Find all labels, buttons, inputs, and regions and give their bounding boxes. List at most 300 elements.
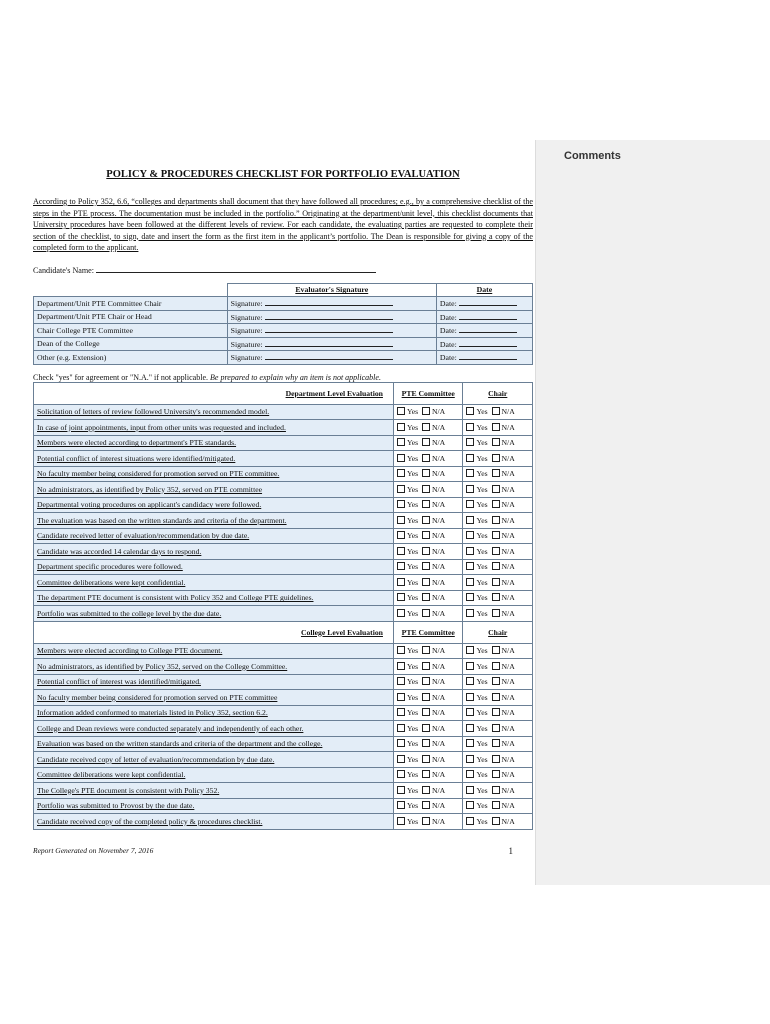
na-checkbox[interactable]	[422, 407, 430, 415]
criterion-text: In case of joint appointments, input from other units was requested and included.	[34, 420, 394, 436]
na-checkbox[interactable]	[492, 786, 500, 794]
na-checkbox[interactable]	[492, 646, 500, 654]
chair-checks	[463, 659, 533, 675]
na-checkbox[interactable]	[492, 469, 500, 477]
date-label: Date:	[439, 312, 457, 322]
committee-checks	[393, 643, 463, 659]
yes-checkbox[interactable]	[466, 708, 474, 716]
signature-line[interactable]	[265, 352, 393, 360]
na-checkbox[interactable]	[492, 423, 500, 431]
criterion-text: Committee deliberations were kept confidential.	[34, 575, 394, 591]
na-checkbox[interactable]	[422, 593, 430, 601]
yes-checkbox[interactable]	[466, 677, 474, 685]
na-label: N/A	[431, 801, 446, 811]
yes-checkbox[interactable]	[397, 786, 405, 794]
yes-checkbox[interactable]	[397, 724, 405, 732]
yes-label: Yes	[476, 500, 488, 510]
na-checkbox[interactable]	[422, 770, 430, 778]
signature-label: Signature:	[230, 299, 263, 309]
committee-checks	[393, 435, 463, 451]
na-checkbox[interactable]	[422, 755, 430, 763]
na-label: N/A	[431, 785, 446, 795]
na-checkbox[interactable]	[422, 801, 430, 809]
na-checkbox[interactable]	[492, 724, 500, 732]
yes-label: Yes	[406, 531, 419, 541]
na-checkbox[interactable]	[422, 562, 430, 570]
yes-checkbox[interactable]	[466, 593, 474, 601]
yes-checkbox[interactable]	[466, 454, 474, 462]
yes-label: Yes	[476, 515, 488, 525]
date-line[interactable]	[459, 352, 517, 360]
na-label: N/A	[431, 515, 446, 525]
yes-checkbox[interactable]	[397, 677, 405, 685]
signature-row	[34, 351, 533, 365]
na-label: N/A	[431, 661, 446, 671]
yes-checkbox[interactable]	[466, 562, 474, 570]
signature-label: Signature:	[230, 312, 263, 322]
yes-label: Yes	[476, 677, 488, 687]
yes-checkbox[interactable]	[397, 646, 405, 654]
yes-checkbox[interactable]	[397, 817, 405, 825]
yes-checkbox[interactable]	[397, 469, 405, 477]
na-checkbox[interactable]	[492, 708, 500, 716]
criterion-text: Candidate was accorded 14 calendar days to respond.	[34, 544, 394, 560]
yes-label: Yes	[476, 801, 488, 811]
signature-label: Signature:	[230, 353, 263, 363]
yes-label: Yes	[476, 546, 488, 556]
chair-checks	[463, 497, 533, 513]
yes-checkbox[interactable]	[466, 578, 474, 586]
criterion-text: Members were elected according to College PTE document.	[34, 643, 394, 659]
na-checkbox[interactable]	[492, 454, 500, 462]
na-checkbox[interactable]	[492, 516, 500, 524]
yes-label: Yes	[476, 469, 488, 479]
na-label: N/A	[501, 785, 515, 795]
comments-sidebar	[535, 140, 770, 885]
chair-checks	[463, 451, 533, 467]
criterion-text: No administrators, as identified by Policy 352, served on PTE committee	[34, 482, 394, 498]
na-label: N/A	[431, 677, 446, 687]
yes-checkbox[interactable]	[397, 407, 405, 415]
na-checkbox[interactable]	[422, 531, 430, 539]
table-row	[34, 559, 533, 575]
chair-checks	[463, 559, 533, 575]
na-label: N/A	[501, 661, 515, 671]
committee-checks	[393, 420, 463, 436]
table-row	[34, 482, 533, 498]
na-checkbox[interactable]	[492, 531, 500, 539]
na-label: N/A	[501, 593, 515, 603]
page-footer	[33, 846, 533, 855]
date-label: Date:	[439, 353, 457, 363]
yes-checkbox[interactable]	[466, 516, 474, 524]
na-checkbox[interactable]	[422, 578, 430, 586]
yes-label: Yes	[406, 816, 419, 826]
committee-checks	[393, 590, 463, 606]
na-checkbox[interactable]	[422, 724, 430, 732]
yes-checkbox[interactable]	[397, 531, 405, 539]
na-checkbox[interactable]	[492, 755, 500, 763]
signature-table	[33, 283, 533, 365]
na-label: N/A	[431, 484, 446, 494]
na-checkbox[interactable]	[492, 693, 500, 701]
na-label: N/A	[501, 469, 515, 479]
na-label: N/A	[431, 608, 446, 618]
criterion-text: Candidate received letter of evaluation/recommendation by due date.	[34, 528, 394, 544]
na-checkbox[interactable]	[492, 662, 500, 670]
yes-label: Yes	[406, 739, 419, 749]
signature-row	[34, 297, 533, 311]
yes-checkbox[interactable]	[397, 516, 405, 524]
page-title: POLICY & PROCEDURES CHECKLIST FOR PORTFOLIO EVALUATION	[106, 169, 460, 180]
na-checkbox[interactable]	[422, 662, 430, 670]
chair-checks	[463, 814, 533, 830]
committee-checks	[393, 690, 463, 706]
table-row	[34, 420, 533, 436]
yes-checkbox[interactable]	[466, 817, 474, 825]
date-line[interactable]	[459, 312, 517, 320]
criterion-text: No faculty member being considered for promotion served on PTE committee.	[34, 466, 394, 482]
yes-checkbox[interactable]	[397, 438, 405, 446]
yes-label: Yes	[476, 661, 488, 671]
committee-checks	[393, 513, 463, 529]
date-cell[interactable]	[436, 297, 532, 311]
table-row	[34, 798, 533, 814]
chair-checks	[463, 736, 533, 752]
yes-checkbox[interactable]	[397, 662, 405, 670]
na-label: N/A	[431, 546, 446, 556]
date-line[interactable]	[459, 325, 517, 333]
na-checkbox[interactable]	[492, 438, 500, 446]
yes-label: Yes	[406, 770, 419, 780]
date-cell[interactable]	[436, 351, 532, 365]
yes-checkbox[interactable]	[466, 609, 474, 617]
na-label: N/A	[501, 708, 515, 718]
yes-label: Yes	[406, 608, 419, 618]
signature-cell[interactable]	[227, 337, 436, 351]
date-cell[interactable]	[436, 310, 532, 324]
yes-checkbox[interactable]	[466, 646, 474, 654]
date-label: Date:	[439, 326, 457, 336]
date-cell[interactable]	[436, 324, 532, 338]
na-label: N/A	[431, 577, 446, 587]
na-label: N/A	[431, 422, 446, 432]
yes-label: Yes	[406, 754, 419, 764]
evaluator-role: Department/Unit PTE Committee Chair	[34, 297, 228, 311]
yes-checkbox[interactable]	[466, 662, 474, 670]
department-col-committee: PTE Committee	[393, 382, 463, 404]
yes-label: Yes	[406, 407, 419, 417]
department-heading: Department Level Evaluation	[34, 382, 394, 404]
na-checkbox[interactable]	[422, 786, 430, 794]
yes-label: Yes	[476, 593, 488, 603]
na-label: N/A	[501, 407, 515, 417]
yes-checkbox[interactable]	[397, 454, 405, 462]
na-label: N/A	[431, 407, 446, 417]
na-checkbox[interactable]	[422, 469, 430, 477]
criterion-text: Potential conflict of interest situations were identified/mitigated.	[34, 451, 394, 467]
yes-checkbox[interactable]	[397, 708, 405, 716]
document-page	[33, 160, 533, 830]
chair-checks	[463, 705, 533, 721]
na-checkbox[interactable]	[492, 817, 500, 825]
signature-cell[interactable]	[227, 351, 436, 365]
yes-checkbox[interactable]	[397, 423, 405, 431]
na-checkbox[interactable]	[492, 562, 500, 570]
na-label: N/A	[431, 816, 446, 826]
yes-label: Yes	[476, 754, 488, 764]
committee-checks	[393, 705, 463, 721]
table-row	[34, 674, 533, 690]
yes-label: Yes	[406, 438, 419, 448]
table-row	[34, 690, 533, 706]
chair-checks	[463, 752, 533, 768]
committee-checks	[393, 466, 463, 482]
yes-label: Yes	[476, 438, 488, 448]
committee-checks	[393, 544, 463, 560]
table-row	[34, 659, 533, 675]
criterion-text: The College's PTE document is consistent with Policy 352.	[34, 783, 394, 799]
criterion-text: Candidate received copy of the completed policy & procedures checklist.	[34, 814, 394, 830]
signature-row	[34, 337, 533, 351]
na-label: N/A	[501, 546, 515, 556]
date-cell[interactable]	[436, 337, 532, 351]
chair-checks	[463, 420, 533, 436]
yes-checkbox[interactable]	[466, 755, 474, 763]
na-checkbox[interactable]	[422, 500, 430, 508]
na-label: N/A	[431, 723, 446, 733]
yes-checkbox[interactable]	[466, 531, 474, 539]
table-row	[34, 435, 533, 451]
yes-label: Yes	[406, 500, 419, 510]
na-checkbox[interactable]	[492, 407, 500, 415]
na-checkbox[interactable]	[422, 609, 430, 617]
yes-label: Yes	[406, 453, 419, 463]
chair-checks	[463, 435, 533, 451]
chair-checks	[463, 798, 533, 814]
na-checkbox[interactable]	[492, 677, 500, 685]
yes-label: Yes	[406, 692, 419, 702]
table-row	[34, 814, 533, 830]
committee-checks	[393, 783, 463, 799]
yes-checkbox[interactable]	[466, 500, 474, 508]
yes-label: Yes	[406, 562, 419, 572]
signature-cell[interactable]	[227, 297, 436, 311]
yes-checkbox[interactable]	[397, 609, 405, 617]
signature-line[interactable]	[265, 325, 393, 333]
signature-row	[34, 310, 533, 324]
committee-checks	[393, 528, 463, 544]
yes-checkbox[interactable]	[466, 438, 474, 446]
signature-line[interactable]	[265, 312, 393, 320]
yes-label: Yes	[476, 577, 488, 587]
na-checkbox[interactable]	[492, 739, 500, 747]
na-checkbox[interactable]	[422, 739, 430, 747]
criterion-text: Information added conformed to materials listed in Policy 352, section 6.2.	[34, 705, 394, 721]
na-label: N/A	[431, 453, 446, 463]
na-checkbox[interactable]	[492, 578, 500, 586]
table-row	[34, 404, 533, 420]
candidate-name-line[interactable]	[96, 264, 376, 273]
yes-checkbox[interactable]	[466, 724, 474, 732]
na-label: N/A	[501, 562, 515, 572]
na-checkbox[interactable]	[422, 677, 430, 685]
candidate-name-field	[33, 264, 533, 275]
yes-label: Yes	[476, 422, 488, 432]
college-col-chair: Chair	[463, 621, 533, 643]
na-checkbox[interactable]	[492, 485, 500, 493]
college-heading: College Level Evaluation	[34, 621, 394, 643]
na-label: N/A	[501, 692, 515, 702]
na-label: N/A	[501, 438, 515, 448]
college-col-committee: PTE Committee	[393, 621, 463, 643]
yes-label: Yes	[406, 577, 419, 587]
yes-checkbox[interactable]	[397, 547, 405, 555]
na-label: N/A	[431, 469, 446, 479]
table-row	[34, 606, 533, 622]
sig-header-blank	[34, 283, 228, 297]
committee-checks	[393, 575, 463, 591]
committee-checks	[393, 451, 463, 467]
na-label: N/A	[501, 484, 515, 494]
na-checkbox[interactable]	[422, 454, 430, 462]
yes-label: Yes	[476, 770, 488, 780]
yes-checkbox[interactable]	[466, 786, 474, 794]
yes-checkbox[interactable]	[397, 500, 405, 508]
na-checkbox[interactable]	[422, 423, 430, 431]
yes-label: Yes	[406, 469, 419, 479]
yes-label: Yes	[476, 531, 488, 541]
table-row	[34, 767, 533, 783]
yes-label: Yes	[476, 723, 488, 733]
na-checkbox[interactable]	[492, 547, 500, 555]
na-label: N/A	[501, 646, 515, 656]
na-checkbox[interactable]	[492, 500, 500, 508]
yes-checkbox[interactable]	[466, 469, 474, 477]
chair-checks	[463, 721, 533, 737]
yes-label: Yes	[476, 646, 488, 656]
yes-label: Yes	[406, 723, 419, 733]
yes-label: Yes	[406, 646, 419, 656]
signature-line[interactable]	[265, 298, 393, 306]
yes-checkbox[interactable]	[397, 770, 405, 778]
committee-checks	[393, 482, 463, 498]
committee-checks	[393, 497, 463, 513]
na-label: N/A	[501, 608, 515, 618]
criterion-text: Members were elected according to department's PTE standards.	[34, 435, 394, 451]
na-label: N/A	[501, 723, 515, 733]
na-checkbox[interactable]	[492, 770, 500, 778]
na-checkbox[interactable]	[422, 547, 430, 555]
chair-checks	[463, 690, 533, 706]
criterion-text: The department PTE document is consistent with Policy 352 and College PTE guidelines.	[34, 590, 394, 606]
na-label: N/A	[501, 770, 515, 780]
na-checkbox[interactable]	[422, 646, 430, 654]
committee-checks	[393, 606, 463, 622]
na-checkbox[interactable]	[492, 593, 500, 601]
yes-checkbox[interactable]	[466, 770, 474, 778]
chair-checks	[463, 643, 533, 659]
na-checkbox[interactable]	[422, 817, 430, 825]
table-row	[34, 466, 533, 482]
yes-checkbox[interactable]	[466, 423, 474, 431]
date-label: Date:	[439, 299, 457, 309]
table-row	[34, 721, 533, 737]
signature-row	[34, 324, 533, 338]
yes-checkbox[interactable]	[397, 693, 405, 701]
table-row	[34, 705, 533, 721]
intro-paragraph: According to Policy 352, 6.6, “colleges and departments shall document that they have followed all procedures; e.g., by a comprehensive checklist of the steps in the PTE process. The documentation must be included in the portfolio.” Originating at the department/unit level, this checklist documents that University procedures have been followed at the different levels of review. For each candidate, the evaluating parties are requested to complete their section of the checklist, to sign, date and insert the form as the first item in the applicant’s portfolio. The Dean is responsible for giving a copy of the completed form to the applicant.	[33, 197, 533, 252]
yes-checkbox[interactable]	[466, 485, 474, 493]
yes-checkbox[interactable]	[397, 593, 405, 601]
table-row	[34, 513, 533, 529]
committee-checks	[393, 767, 463, 783]
yes-checkbox[interactable]	[397, 562, 405, 570]
criterion-text: Portfolio was submitted to Provost by the due date.	[34, 798, 394, 814]
criterion-text: Departmental voting procedures on applicant's candidacy were followed.	[34, 497, 394, 513]
na-label: N/A	[431, 770, 446, 780]
evaluator-role: Other (e.g. Extension)	[34, 351, 228, 365]
table-row	[34, 643, 533, 659]
yes-label: Yes	[406, 801, 419, 811]
criterion-text: No administrators, as identified by Policy 352, served on the College Committee.	[34, 659, 394, 675]
signature-cell[interactable]	[227, 324, 436, 338]
yes-checkbox[interactable]	[397, 739, 405, 747]
yes-label: Yes	[476, 484, 488, 494]
na-checkbox[interactable]	[492, 801, 500, 809]
signature-line[interactable]	[265, 339, 393, 347]
na-label: N/A	[501, 531, 515, 541]
criterion-text: Committee deliberations were kept confidential.	[34, 767, 394, 783]
chair-checks	[463, 404, 533, 420]
yes-checkbox[interactable]	[397, 755, 405, 763]
committee-checks	[393, 721, 463, 737]
na-checkbox[interactable]	[422, 708, 430, 716]
na-checkbox[interactable]	[422, 516, 430, 524]
date-line[interactable]	[459, 339, 517, 347]
signature-cell[interactable]	[227, 310, 436, 324]
yes-checkbox[interactable]	[466, 739, 474, 747]
yes-checkbox[interactable]	[466, 693, 474, 701]
committee-checks	[393, 798, 463, 814]
na-checkbox[interactable]	[422, 693, 430, 701]
na-label: N/A	[501, 801, 515, 811]
page-number: 1	[508, 846, 513, 856]
table-row	[34, 575, 533, 591]
chair-checks	[463, 606, 533, 622]
na-checkbox[interactable]	[422, 485, 430, 493]
yes-checkbox[interactable]	[397, 801, 405, 809]
criterion-text: No faculty member being considered for promotion served on PTE committee	[34, 690, 394, 706]
na-label: N/A	[431, 754, 446, 764]
na-checkbox[interactable]	[422, 438, 430, 446]
yes-label: Yes	[476, 785, 488, 795]
yes-checkbox[interactable]	[397, 578, 405, 586]
chair-checks	[463, 482, 533, 498]
sig-header-evaluator: Evaluator's Signature	[227, 283, 436, 297]
yes-label: Yes	[406, 546, 419, 556]
criterion-text: College and Dean reviews were conducted separately and independently of each other.	[34, 721, 394, 737]
date-line[interactable]	[459, 298, 517, 306]
yes-checkbox[interactable]	[466, 547, 474, 555]
table-row	[34, 590, 533, 606]
na-label: N/A	[501, 577, 515, 587]
yes-checkbox[interactable]	[466, 801, 474, 809]
criterion-text: Department specific procedures were followed.	[34, 559, 394, 575]
yes-checkbox[interactable]	[397, 485, 405, 493]
na-checkbox[interactable]	[492, 609, 500, 617]
yes-checkbox[interactable]	[466, 407, 474, 415]
